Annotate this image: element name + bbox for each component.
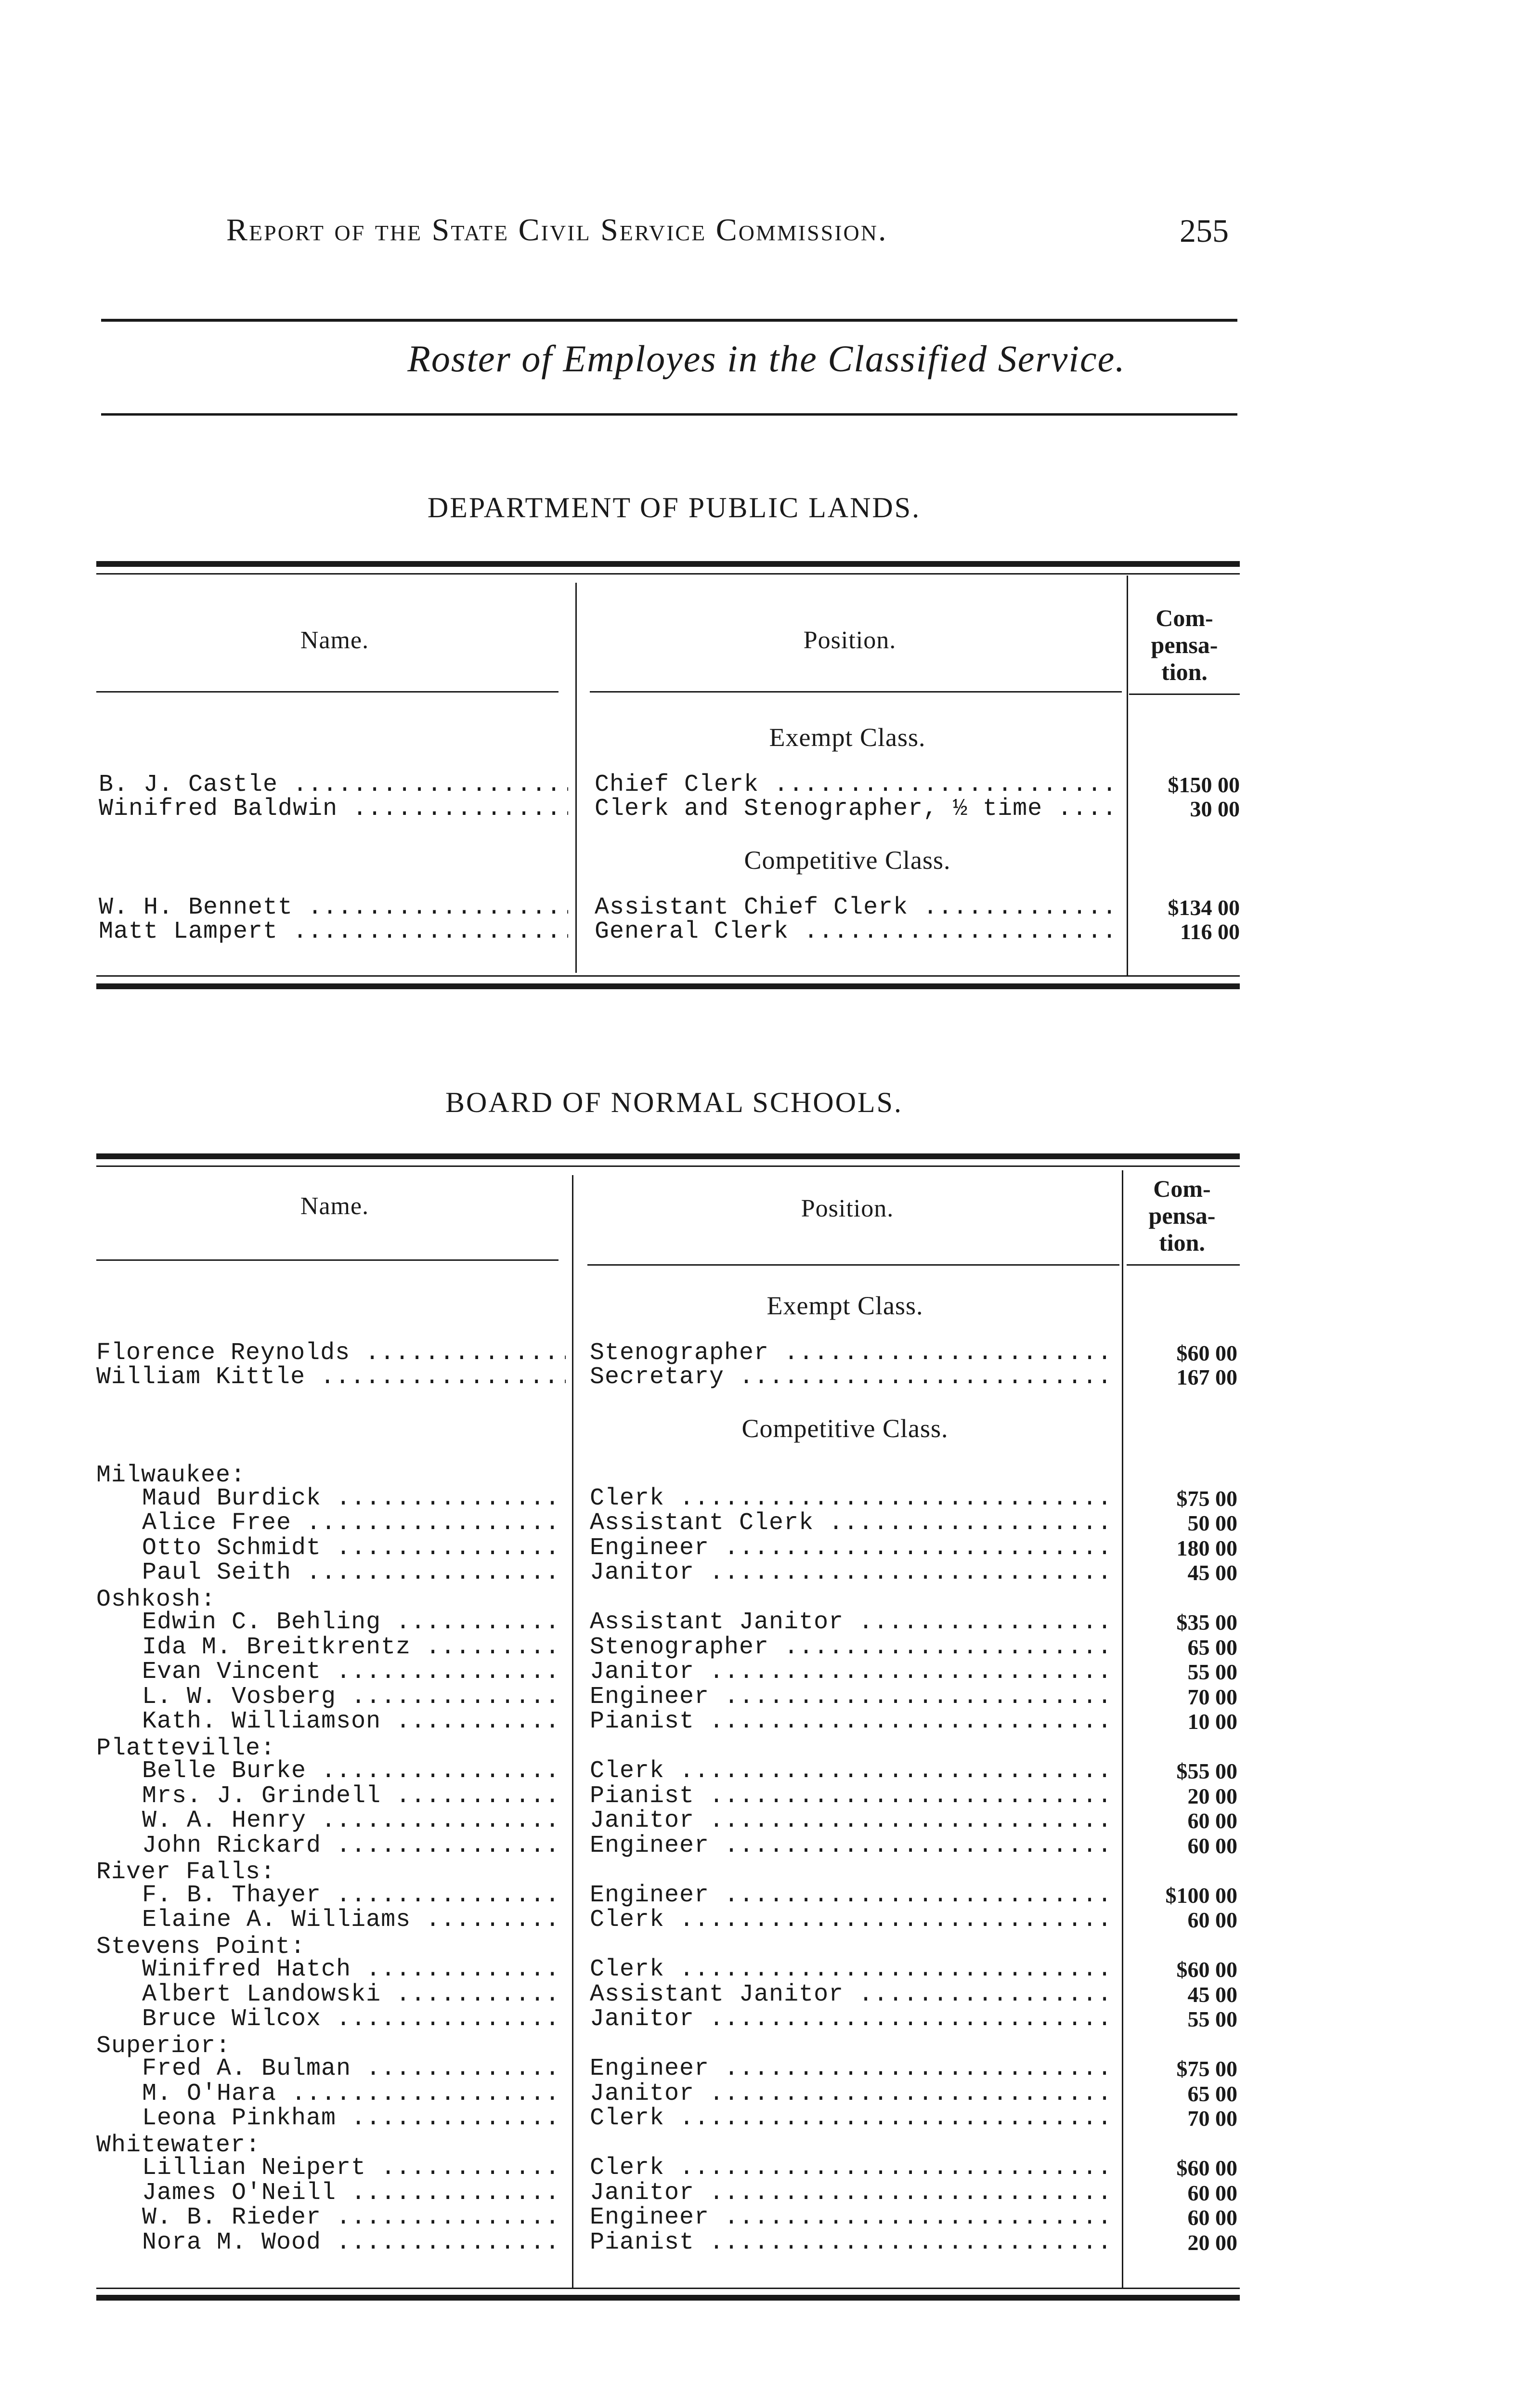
table-row bbox=[0, 1636, 1533, 1660]
employee-position: Engineer ..... bbox=[590, 1536, 1117, 1560]
employee-name: Winifred Hatch ..... bbox=[142, 1958, 566, 1982]
table-row bbox=[0, 1511, 1533, 1535]
table-row bbox=[0, 1536, 1533, 1560]
table-row bbox=[0, 1908, 1533, 1932]
employee-compensation: 116 00 bbox=[1180, 919, 1240, 944]
comp-header-line: tion. bbox=[1159, 1229, 1205, 1256]
employee-position: Clerk ..... bbox=[590, 2107, 1117, 2131]
employee-name: M. O'Hara ..... bbox=[142, 2082, 566, 2106]
employee-position: Janitor ..... bbox=[590, 1561, 1117, 1585]
employee-name: Winifred Baldwin ..... bbox=[99, 797, 568, 821]
employee-compensation: 60 00 bbox=[1187, 2205, 1237, 2230]
employee-name: Otto Schmidt ..... bbox=[142, 1536, 566, 1560]
employee-compensation: 65 00 bbox=[1187, 1635, 1237, 1660]
employee-compensation: 60 00 bbox=[1187, 1833, 1237, 1858]
employee-position: Janitor ..... bbox=[590, 2082, 1117, 2106]
location-label: Milwaukee: bbox=[96, 1462, 246, 1489]
employee-position: Engineer ..... bbox=[590, 1884, 1117, 1908]
table-bottom-thin-rule bbox=[96, 975, 1240, 977]
employee-position: Engineer ..... bbox=[590, 1685, 1117, 1709]
location-label: Oshkosh: bbox=[96, 1585, 216, 1613]
location-label: Superior: bbox=[96, 2032, 231, 2060]
employee-name: Matt Lampert ..... bbox=[99, 920, 568, 944]
employee-name: Lillian Neipert ..... bbox=[142, 2156, 566, 2180]
employee-name: W. H. Bennett ..... bbox=[99, 896, 568, 920]
roster-title: Roster of Employes in the Classified Service. bbox=[407, 338, 1126, 380]
employee-position: Engineer ..... bbox=[590, 2057, 1117, 2081]
employee-name: Fred A. Bulman ..... bbox=[142, 2057, 566, 2081]
employee-position: Clerk ..... bbox=[590, 1487, 1117, 1511]
employee-name: Kath. Williamson ..... bbox=[142, 1710, 566, 1734]
table-row bbox=[0, 2231, 1533, 2255]
column-header-position: Position. bbox=[803, 627, 896, 654]
employee-compensation: $150 00 bbox=[1168, 772, 1240, 797]
page-number: 255 bbox=[1180, 212, 1229, 249]
employee-position: Engineer ..... bbox=[590, 2206, 1117, 2230]
roster-rule bbox=[101, 413, 1237, 416]
employee-position: Pianist ..... bbox=[590, 1710, 1117, 1734]
employee-position: Assistant Janitor ..... bbox=[590, 1610, 1117, 1635]
employee-position: Pianist ..... bbox=[590, 1784, 1117, 1808]
employee-compensation: 65 00 bbox=[1187, 2081, 1237, 2106]
employee-position: Secretary ..... bbox=[590, 1365, 1117, 1389]
competitive-class-label: Competitive Class. bbox=[744, 846, 951, 875]
employee-position: General Clerk ..... bbox=[595, 920, 1119, 944]
employee-name: John Rickard ..... bbox=[142, 1834, 566, 1858]
table-bottom-thin-rule bbox=[96, 2288, 1240, 2289]
employee-compensation: $100 00 bbox=[1165, 1883, 1237, 1908]
employee-name: Paul Seith ..... bbox=[142, 1561, 566, 1585]
employee-position: Janitor ..... bbox=[590, 2007, 1117, 2031]
column-header-compensation bbox=[1127, 1175, 1237, 1256]
employee-name: Belle Burke ..... bbox=[142, 1759, 566, 1783]
exempt-class-label: Exempt Class. bbox=[766, 1291, 923, 1320]
employee-compensation: $134 00 bbox=[1168, 895, 1240, 920]
employee-compensation: 20 00 bbox=[1187, 2230, 1237, 2255]
employee-compensation: 20 00 bbox=[1187, 1783, 1237, 1808]
employee-name: William Kittle ..... bbox=[96, 1365, 566, 1389]
table-row bbox=[0, 1759, 1533, 1783]
employee-position: Clerk ..... bbox=[590, 1908, 1117, 1932]
header-underline bbox=[96, 691, 559, 693]
employee-position: Janitor ..... bbox=[590, 1809, 1117, 1833]
employee-compensation: $60 00 bbox=[1176, 1957, 1237, 1982]
employee-position: Clerk and Stenographer, ½ time ..... bbox=[595, 797, 1119, 821]
table-row bbox=[0, 2107, 1533, 2131]
employee-compensation: $60 00 bbox=[1176, 2156, 1237, 2180]
competitive-class-label: Competitive Class. bbox=[741, 1414, 948, 1443]
employee-compensation: 45 00 bbox=[1187, 1560, 1237, 1585]
header-underline bbox=[587, 1264, 1119, 1266]
employee-compensation: 55 00 bbox=[1187, 1660, 1237, 1684]
employee-position: Clerk ..... bbox=[590, 2156, 1117, 2180]
column-header-position: Position. bbox=[801, 1195, 894, 1222]
table-row bbox=[0, 1958, 1533, 1982]
employee-position: Clerk ..... bbox=[590, 1958, 1117, 1982]
employee-name: Albert Landowski ..... bbox=[142, 1983, 566, 2007]
section-title-public-lands: DEPARTMENT OF PUBLIC LANDS. bbox=[427, 492, 921, 523]
employee-name: Leona Pinkham ..... bbox=[142, 2107, 566, 2131]
table-row bbox=[0, 1983, 1533, 2007]
table-row bbox=[0, 1834, 1533, 1858]
location-label: Platteville: bbox=[96, 1734, 276, 1762]
employee-name: F. B. Thayer ..... bbox=[142, 1884, 566, 1908]
table-top-rule bbox=[96, 561, 1240, 567]
employee-name: Nora M. Wood ..... bbox=[142, 2231, 566, 2255]
employee-compensation: 60 00 bbox=[1187, 1908, 1237, 1932]
employee-name: Mrs. J. Grindell ..... bbox=[142, 1784, 566, 1808]
employee-name: B. J. Castle ..... bbox=[99, 773, 568, 797]
employee-name: Edwin C. Behling ..... bbox=[142, 1610, 566, 1635]
header-rule bbox=[101, 319, 1237, 322]
location-label: Stevens Point: bbox=[96, 1933, 306, 1961]
employee-position: Assistant Chief Clerk ..... bbox=[595, 896, 1119, 920]
employee-compensation: 55 00 bbox=[1187, 2007, 1237, 2031]
employee-name: Ida M. Breitkrentz ..... bbox=[142, 1636, 566, 1660]
employee-compensation: $60 00 bbox=[1176, 1341, 1237, 1365]
employee-compensation: $75 00 bbox=[1176, 2056, 1237, 2081]
employee-name: Evan Vincent ..... bbox=[142, 1660, 566, 1684]
employee-compensation: 167 00 bbox=[1176, 1365, 1237, 1389]
column-header-compensation bbox=[1129, 604, 1240, 685]
employee-position: Stenographer ..... bbox=[590, 1636, 1117, 1660]
employee-compensation: 30 00 bbox=[1190, 797, 1240, 821]
table-row bbox=[0, 2181, 1533, 2205]
exempt-class-label: Exempt Class. bbox=[769, 723, 926, 752]
employee-position: Chief Clerk ..... bbox=[595, 773, 1119, 797]
employee-compensation: 10 00 bbox=[1187, 1709, 1237, 1734]
table-row bbox=[0, 920, 1533, 944]
header-underline bbox=[96, 1259, 559, 1261]
table-row bbox=[0, 1341, 1533, 1365]
employee-name: W. B. Rieder ..... bbox=[142, 2206, 566, 2230]
employee-name: Maud Burdick ..... bbox=[142, 1487, 566, 1511]
employee-position: Janitor ..... bbox=[590, 2181, 1117, 2205]
comp-header-line: pensa- bbox=[1148, 1202, 1216, 1229]
employee-name: L. W. Vosberg ..... bbox=[142, 1685, 566, 1709]
employee-name: Alice Free ..... bbox=[142, 1511, 566, 1535]
comp-header-line: Com- bbox=[1156, 604, 1213, 631]
location-label: River Falls: bbox=[96, 1858, 276, 1886]
table-row bbox=[0, 1610, 1533, 1635]
page-header-title: Report of the State Civil Service Commission. bbox=[226, 212, 888, 248]
table-top-thin-rule bbox=[96, 573, 1240, 575]
table-row bbox=[0, 1660, 1533, 1684]
header-underline bbox=[1129, 694, 1240, 695]
table-row bbox=[0, 773, 1533, 797]
employee-name: Elaine A. Williams ..... bbox=[142, 1908, 566, 1932]
table-row bbox=[0, 1809, 1533, 1833]
employee-name: W. A. Henry ..... bbox=[142, 1809, 566, 1833]
employee-position: Engineer ..... bbox=[590, 1834, 1117, 1858]
table-row bbox=[0, 1784, 1533, 1808]
employee-compensation: 70 00 bbox=[1187, 1684, 1237, 1709]
employee-position: Assistant Janitor ..... bbox=[590, 1983, 1117, 2007]
employee-compensation: 70 00 bbox=[1187, 2106, 1237, 2131]
employee-name: James O'Neill ..... bbox=[142, 2181, 566, 2205]
employee-compensation: $75 00 bbox=[1176, 1486, 1237, 1511]
comp-header-line: Com- bbox=[1153, 1175, 1211, 1202]
header-underline bbox=[1127, 1264, 1240, 1266]
table-row bbox=[0, 2156, 1533, 2180]
employee-position: Clerk ..... bbox=[590, 1759, 1117, 1783]
header-underline bbox=[590, 691, 1122, 693]
comp-header-line: pensa- bbox=[1151, 631, 1218, 658]
column-header-name: Name. bbox=[300, 627, 369, 654]
employee-compensation: $35 00 bbox=[1176, 1610, 1237, 1635]
table-row bbox=[0, 1685, 1533, 1709]
employee-compensation: $55 00 bbox=[1176, 1759, 1237, 1783]
employee-position: Janitor ..... bbox=[590, 1660, 1117, 1684]
table-row bbox=[0, 2206, 1533, 2230]
column-header-name: Name. bbox=[300, 1192, 369, 1220]
table-row bbox=[0, 1365, 1533, 1389]
table-bottom-rule bbox=[96, 983, 1240, 989]
table-row bbox=[0, 2082, 1533, 2106]
employee-compensation: 45 00 bbox=[1187, 1982, 1237, 2007]
employee-name: Bruce Wilcox ..... bbox=[142, 2007, 566, 2031]
table-row bbox=[0, 2057, 1533, 2081]
comp-header-line: tion. bbox=[1161, 658, 1208, 685]
table-row bbox=[0, 1710, 1533, 1734]
table-row bbox=[0, 797, 1533, 821]
table-row bbox=[0, 1487, 1533, 1511]
employee-position: Pianist ..... bbox=[590, 2231, 1117, 2255]
table-row bbox=[0, 2007, 1533, 2031]
employee-compensation: 50 00 bbox=[1187, 1511, 1237, 1535]
employee-position: Assistant Clerk ..... bbox=[590, 1511, 1117, 1535]
employee-position: Stenographer ..... bbox=[590, 1341, 1117, 1365]
section-title-normal-schools: BOARD OF NORMAL SCHOOLS. bbox=[445, 1086, 903, 1118]
table-row bbox=[0, 896, 1533, 920]
table-bottom-rule bbox=[96, 2295, 1240, 2301]
table-row bbox=[0, 1561, 1533, 1585]
employee-name: Florence Reynolds ..... bbox=[96, 1341, 566, 1365]
employee-compensation: 60 00 bbox=[1187, 1808, 1237, 1833]
table-row bbox=[0, 1884, 1533, 1908]
table-top-rule bbox=[96, 1153, 1240, 1159]
location-label: Whitewater: bbox=[96, 2131, 261, 2159]
employee-compensation: 180 00 bbox=[1176, 1535, 1237, 1560]
employee-compensation: 60 00 bbox=[1187, 2180, 1237, 2205]
table-top-thin-rule bbox=[96, 1165, 1240, 1167]
